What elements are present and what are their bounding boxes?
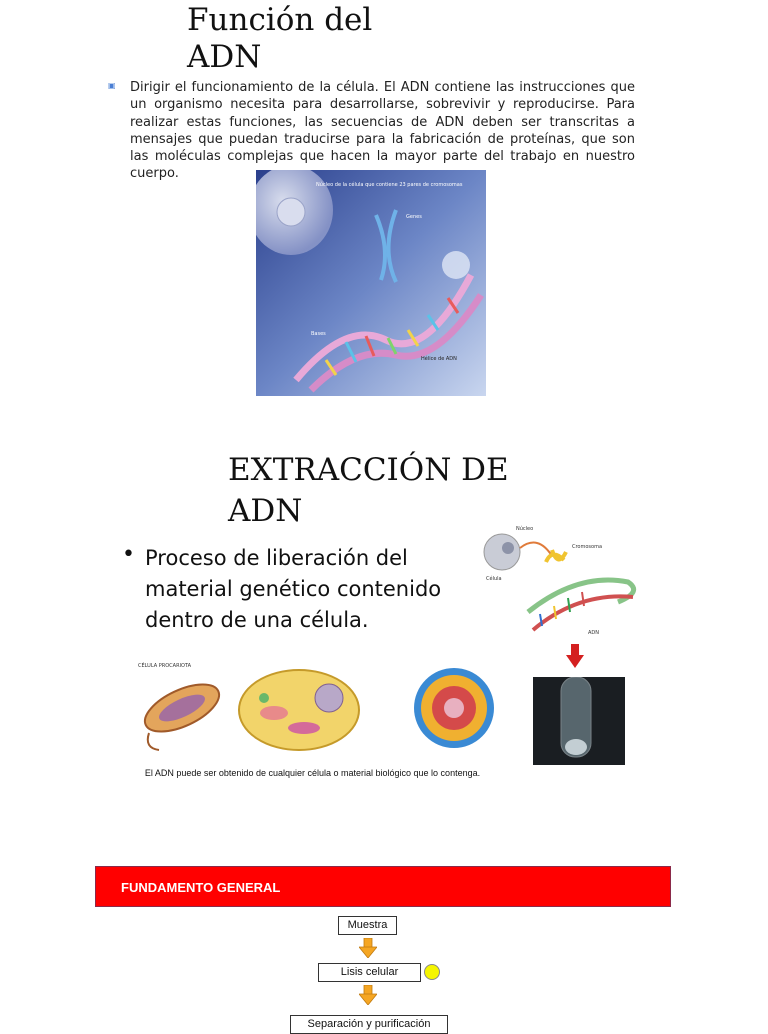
flow-step-muestra: Muestra: [338, 916, 397, 935]
flow-down-arrow-icon: [359, 938, 377, 958]
bullet-dot-icon: •: [122, 542, 135, 567]
fig2-chromosome-label: Cromosoma: [572, 544, 603, 550]
cell-types-illustrations: [124, 658, 524, 760]
extraction-caption: El ADN puede ser obtenido de cualquier célula o material biológico que lo contenga.: [144, 768, 481, 778]
bullet-icon: ▣: [108, 81, 116, 90]
slide1-paragraph: Dirigir el funcionamiento de la célula. El ADN contiene las instrucciones que un organismo necesita para desarrollarse, sobrevivir y reproducirse. Para realizar estas funciones, las secuencias de ADN deben ser transcritas a mensajes que puedan traducirse para la fabricación de proteínas, que son las moléculas complejas que hacen la mayor parte del trabajo en nuestro cuerpo.: [130, 80, 635, 182]
section-banner: [95, 866, 671, 907]
slide1-title: Función del ADN: [187, 2, 373, 75]
fig2-cell-label: Célula: [486, 576, 502, 582]
fig2-dna-label: ADN: [588, 630, 600, 636]
flow-down-arrow-icon: [359, 985, 377, 1005]
fig1-helix-label: Hélice de ADN: [421, 356, 457, 362]
slide2-title: EXTRACCIÓN DE ADN: [228, 452, 509, 529]
down-arrow-icon: [566, 644, 584, 668]
fig1-genes-label: Genes: [406, 214, 422, 220]
yellow-dot-icon: [424, 964, 440, 980]
flow-step-lisis: Lisis celular: [318, 963, 421, 982]
prokaryote-label: CÉLULA PROCARIOTA: [138, 663, 192, 669]
fig1-bases-label: Bases: [311, 331, 326, 337]
dna-helix-illustration: [256, 170, 486, 396]
cell-to-dna-illustration: [468, 522, 648, 642]
banner-title: FUNDAMENTO GENERAL: [121, 880, 281, 895]
fig2-nucleus-label: Núcleo: [516, 526, 534, 532]
test-tube-image: [533, 677, 625, 765]
slide2-bullet-text: Proceso de liberación del material genético contenido dentro de una célula.: [145, 546, 442, 632]
flow-step-separacion: Separación y purificación: [290, 1015, 448, 1034]
fig1-nucleus-label: Núcleo de la célula que contiene 23 pares de cromosomas: [316, 182, 463, 188]
